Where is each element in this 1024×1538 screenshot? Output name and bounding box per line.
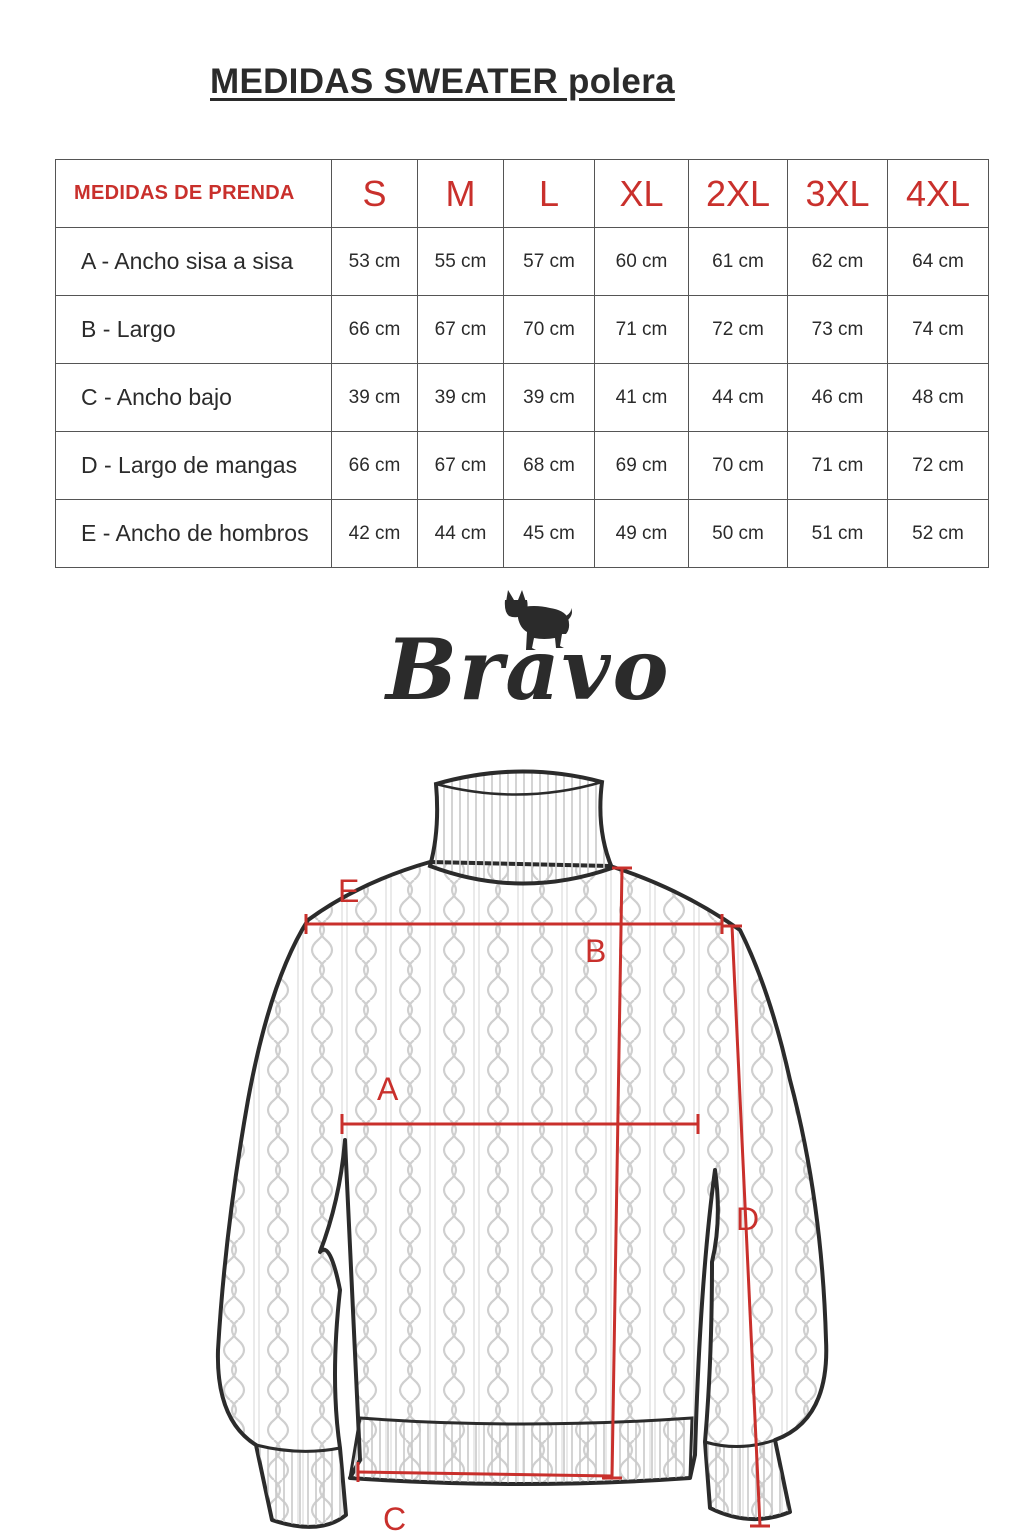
measure-value: 53 cm [332, 228, 418, 296]
table-row [56, 500, 989, 568]
measure-label-d: D [736, 1201, 760, 1237]
size-header: S [332, 160, 418, 228]
measure-value: 39 cm [504, 364, 595, 432]
measure-label: B - Largo [56, 296, 332, 364]
measure-value: 60 cm [595, 228, 689, 296]
table-row [56, 296, 989, 364]
size-header: XL [595, 160, 689, 228]
measure-value: 64 cm [888, 228, 989, 296]
measure-value: 51 cm [788, 500, 888, 568]
measure-value: 44 cm [418, 500, 504, 568]
measure-value: 62 cm [788, 228, 888, 296]
measure-value: 50 cm [689, 500, 788, 568]
measure-value: 66 cm [332, 432, 418, 500]
table-row [56, 432, 989, 500]
size-header: 3XL [788, 160, 888, 228]
measure-value: 61 cm [689, 228, 788, 296]
page-title: MEDIDAS SWEATER polera [210, 62, 675, 101]
size-header: 4XL [888, 160, 989, 228]
measure-value: 42 cm [332, 500, 418, 568]
measure-value: 67 cm [418, 432, 504, 500]
measure-label: C - Ancho bajo [56, 364, 332, 432]
measure-label: D - Largo de mangas [56, 432, 332, 500]
size-chart-table [55, 159, 989, 568]
measure-value: 71 cm [788, 432, 888, 500]
table-row [56, 364, 989, 432]
measure-value: 71 cm [595, 296, 689, 364]
measure-value: 72 cm [689, 296, 788, 364]
measure-label-a: A [377, 1071, 399, 1107]
size-header: M [418, 160, 504, 228]
table-row [56, 228, 989, 296]
measure-value: 74 cm [888, 296, 989, 364]
measure-value: 72 cm [888, 432, 989, 500]
measure-label-e: E [338, 873, 360, 909]
measure-value: 39 cm [418, 364, 504, 432]
table-corner-header: MEDIDAS DE PRENDA [56, 160, 332, 228]
sweater-diagram [0, 760, 1024, 1538]
measure-value: 70 cm [504, 296, 595, 364]
measure-value: 67 cm [418, 296, 504, 364]
size-header: 2XL [689, 160, 788, 228]
size-header: L [504, 160, 595, 228]
measure-value: 52 cm [888, 500, 989, 568]
measure-value: 48 cm [888, 364, 989, 432]
measure-value: 73 cm [788, 296, 888, 364]
sweater-left-cuff [256, 1445, 346, 1527]
measure-value: 57 cm [504, 228, 595, 296]
measure-value: 68 cm [504, 432, 595, 500]
measure-value: 69 cm [595, 432, 689, 500]
measure-value: 49 cm [595, 500, 689, 568]
sweater-right-cuff [705, 1440, 790, 1519]
measure-label: A - Ancho sisa a sisa [56, 228, 332, 296]
measure-value: 66 cm [332, 296, 418, 364]
size-header-row [56, 160, 989, 228]
measure-value: 70 cm [689, 432, 788, 500]
measure-label-b: B [585, 933, 607, 969]
measure-label-c: C [383, 1501, 407, 1537]
measure-value: 41 cm [595, 364, 689, 432]
measure-value: 45 cm [504, 500, 595, 568]
measure-label: E - Ancho de hombros [56, 500, 332, 568]
measure-value: 46 cm [788, 364, 888, 432]
brand-wordmark: Bravo [386, 620, 671, 719]
measure-value: 39 cm [332, 364, 418, 432]
measure-value: 44 cm [689, 364, 788, 432]
measure-value: 55 cm [418, 228, 504, 296]
